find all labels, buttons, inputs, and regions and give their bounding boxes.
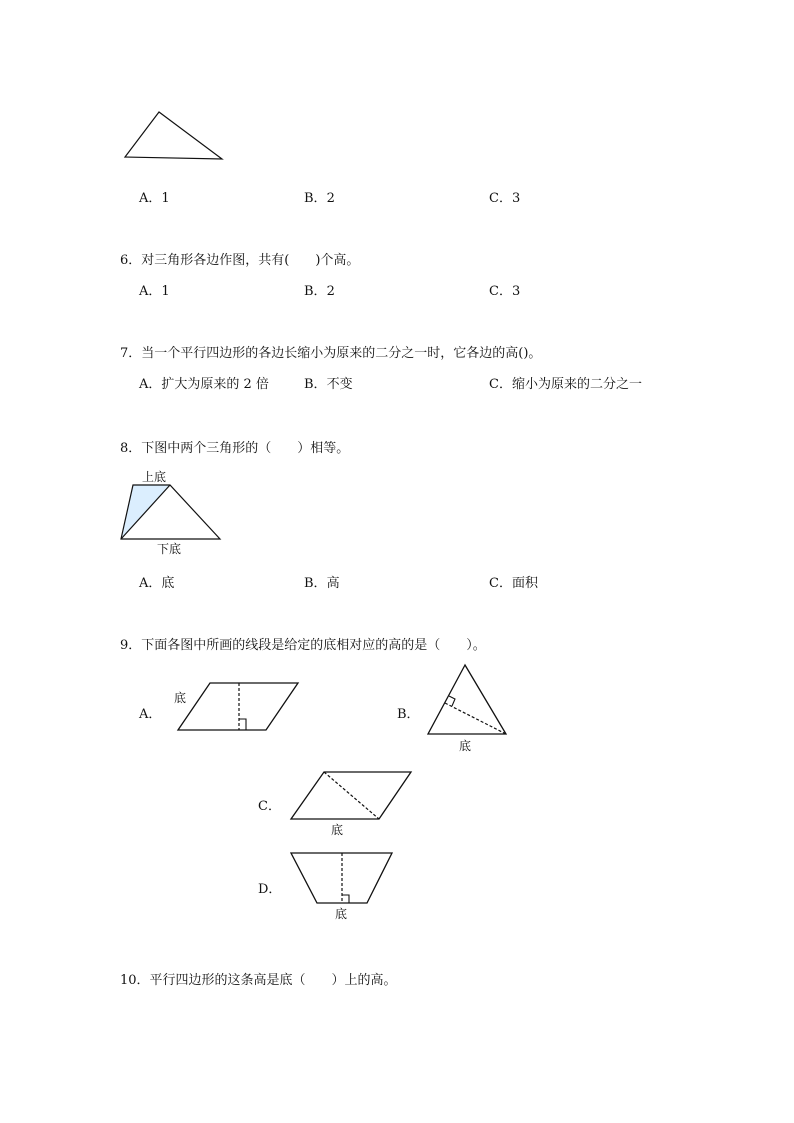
option-text: 2 (326, 191, 335, 206)
q9-option-c-letter[interactable]: C． (258, 799, 281, 814)
question-text: 对三角形各边作图，共有( )个高。 (141, 253, 360, 268)
q8-bottom-label: 下底 (157, 542, 182, 556)
q9-b-base-label: 底 (459, 739, 472, 753)
question-text: 平行四边形的这条高是底（ ）上的高。 (149, 973, 397, 988)
option-letter: A． (139, 576, 162, 591)
question-number: 9． (120, 638, 142, 653)
question-number: 6． (120, 253, 142, 268)
question-number: 10． (120, 973, 150, 988)
q9-option-b-letter[interactable]: B． (397, 707, 420, 722)
q9-option-d-letter[interactable]: D． (258, 882, 282, 897)
option-letter: B． (304, 377, 327, 392)
option-text: 扩大为原来的 2 倍 (161, 377, 269, 392)
option-letter: C． (489, 377, 512, 392)
option-text: 3 (511, 284, 521, 299)
option-letter: C． (489, 576, 512, 591)
option-text: 缩小为原来的二分之一 (511, 377, 642, 392)
question-number: 8． (120, 441, 142, 456)
option-letter: A． (139, 284, 162, 299)
option-text: 底 (161, 576, 175, 591)
option-text: 3 (511, 191, 521, 206)
option-text: 1 (161, 284, 170, 299)
option-text: 高 (326, 576, 340, 591)
option-letter: B． (304, 284, 327, 299)
option-letter: C． (489, 284, 512, 299)
option-letter: A． (139, 377, 162, 392)
option-text: 面积 (511, 576, 538, 591)
question-text: 当一个平行四边形的各边长缩小为原来的二分之一时，它各边的高()。 (141, 346, 542, 361)
q9-a-base-label: 底 (174, 691, 187, 705)
q9-c-base-label: 底 (331, 823, 344, 837)
option-text: 不变 (326, 377, 353, 392)
option-letter: B． (304, 576, 327, 591)
q9-option-a-letter[interactable]: A． (139, 707, 162, 722)
q9-d-base-label: 底 (335, 907, 348, 921)
option-text: 2 (326, 284, 335, 299)
option-text: 1 (161, 191, 170, 206)
question-text: 下图中两个三角形的（ ）相等。 (141, 441, 350, 456)
option-letter: C． (489, 191, 512, 206)
option-letter: B． (304, 191, 327, 206)
question-number: 7． (120, 346, 142, 361)
q10-stem (120, 969, 397, 988)
option-letter: A． (139, 191, 162, 206)
q8-top-label: 上底 (142, 470, 167, 484)
question-text: 下面各图中所画的线段是给定的底相对应的高的是（ ）。 (141, 638, 486, 653)
